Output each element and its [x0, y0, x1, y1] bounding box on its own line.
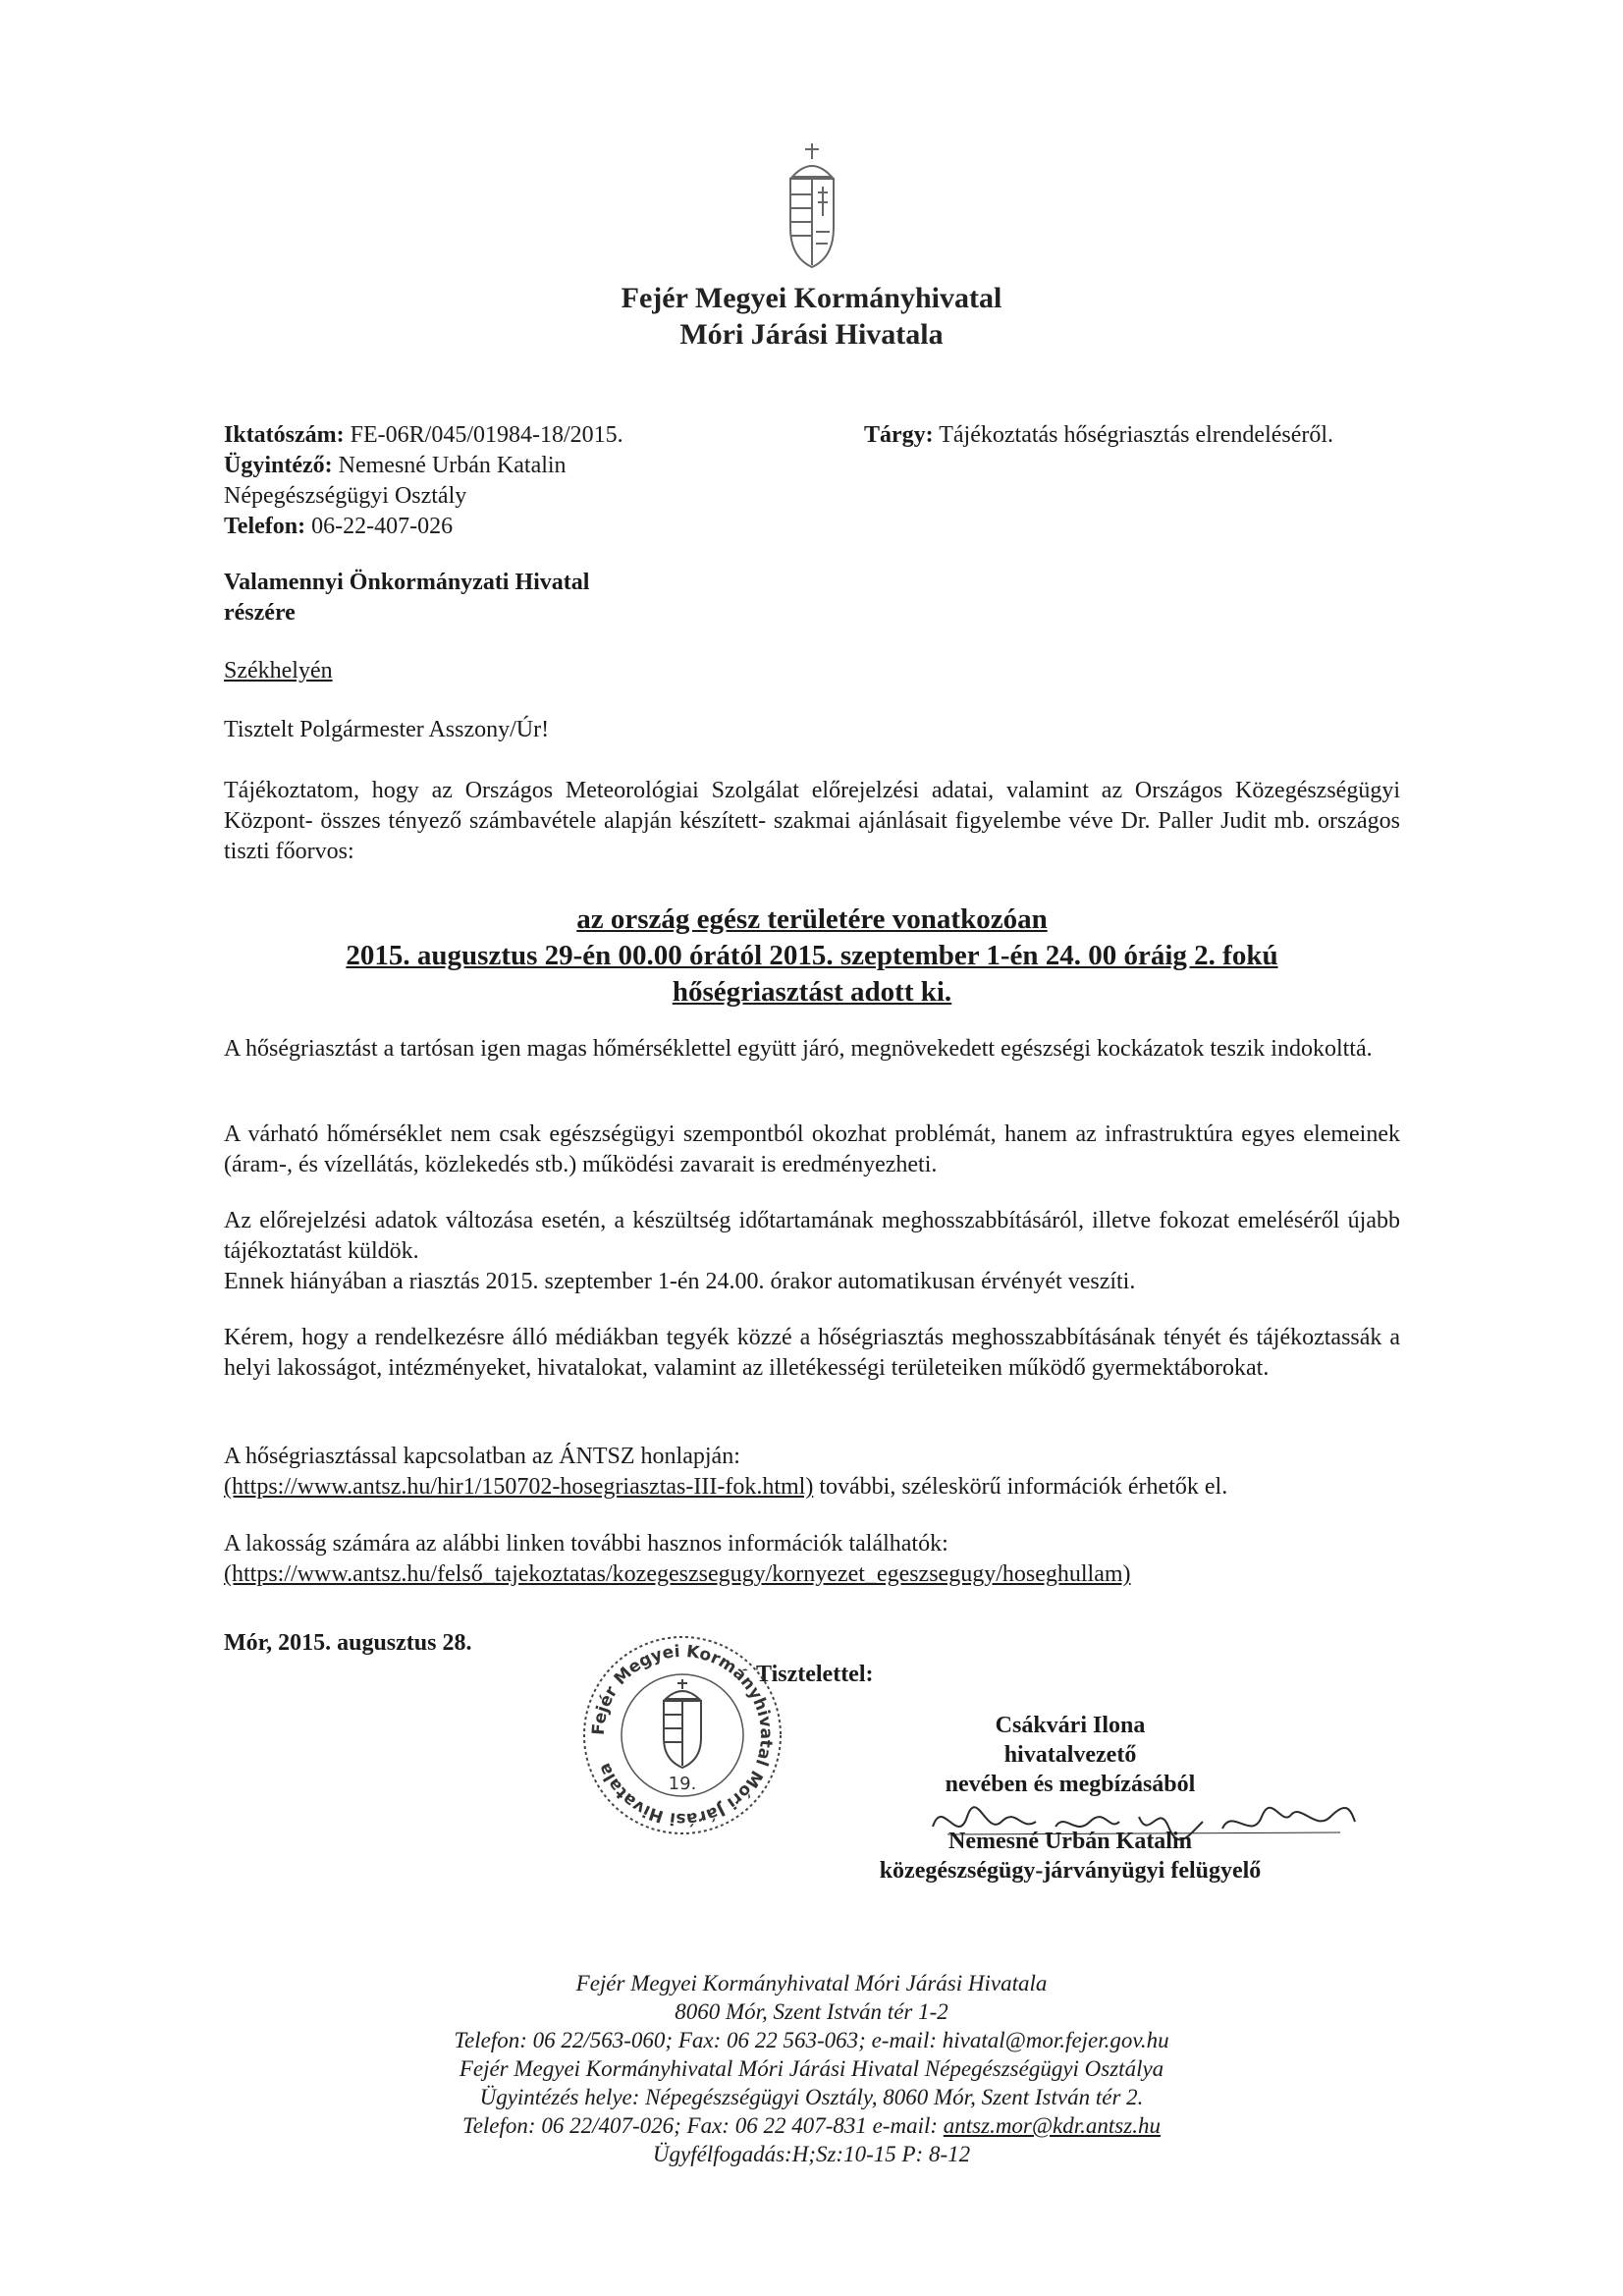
department-email-link[interactable]: antsz.mor@kdr.antsz.hu	[943, 2113, 1161, 2138]
official-stamp	[579, 1632, 785, 1838]
department: Népegészségügyi Osztály	[224, 483, 467, 509]
decision-line-3: hőségriasztást adott ki.	[672, 976, 952, 1008]
paragraph-forecast: Az előrejelzési adatok változása esetén, a készültség időtartamának meghosszabbításáról, illetve fokozat emeléséről újabb tájékoztatást küldök. Ennek hiányában a riasztás 2015. szeptember 1-én 24.00. órakor automatikusan érvényét veszíti.	[224, 1208, 1400, 1294]
footer-line-5: Ügyintézés helye: Népegészségügyi Osztály, 8060 Mór, Szent István tér 2.	[479, 2085, 1144, 2109]
paragraph-request: Kérem, hogy a rendelkezésre álló médiákban tegyék közzé a hőségriasztás meghosszabbításának tényét és tájékoztassák a helyi lakosságot, intézményeket, hivatalokat, valamint az illetékességi területeiken működő gyermektáborokat.	[224, 1325, 1400, 1381]
decision-line-2: 2015. augusztus 29-én 00.00 órától 2015. szeptember 1-én 24. 00 óráig 2. fokú	[346, 940, 1278, 971]
coat-of-arms-icon	[773, 137, 851, 275]
svg-text:Fejér Megyei Kormányhivatal Mó: Fejér Megyei Kormányhivatal Móri Járási Hivatala	[588, 1641, 777, 1830]
footer-line-7: Ügyfélfogadás:H;Sz:10-15 P: 8-12	[652, 2142, 971, 2166]
place-date: Mór, 2015. augusztus 28.	[224, 1630, 472, 1656]
footer-line-2: 8060 Mór, Szent István tér 1-2	[675, 1999, 948, 2024]
footer-line-4: Fejér Megyei Kormányhivatal Móri Járási Hivatal Népegészségügyi Osztálya	[459, 2056, 1164, 2081]
svg-text:19.: 19.	[668, 1774, 697, 1794]
addressee-place: Székhelyén	[224, 658, 333, 683]
officer-name: Nemesné Urbán Katalin	[948, 1829, 1192, 1854]
meta-block	[224, 420, 774, 542]
org-subname: Móri Járási Hivatala	[679, 318, 944, 351]
addressee: Valamennyi Önkormányzati Hivatal részére	[224, 570, 590, 626]
on-behalf-text: nevében és megbízásából	[945, 1772, 1196, 1797]
paragraph-risk: A hőségriasztást a tartósan igen magas hőmérséklettel együtt járó, megnövekedett egészségi kockázatok teszik indokolttá.	[224, 1036, 1373, 1062]
signatory-title: hivatalvezető	[1003, 1742, 1137, 1768]
reference-number: Iktatószám: FE-06R/045/01984-18/2015.	[224, 422, 623, 448]
office-email-link[interactable]: hivatal@mor.fejer.gov.hu	[942, 2028, 1169, 2052]
signatory-name: Csákvári Ilona	[995, 1713, 1146, 1738]
decision-line-1: az ország egész területére vonatkozóan	[576, 903, 1048, 935]
paragraph-antsz: A hőségriasztással kapcsolatban az ÁNTSZ honlapján: (https://www.antsz.hu/hir1/150702-hosegriasztas-III-fok.html) további, széleskörű információk érhetők el.	[224, 1444, 1228, 1500]
officer-title: közegészségügy-járványügyi felügyelő	[879, 1858, 1262, 1884]
stamp-crest-icon	[664, 1679, 701, 1768]
paragraph-public-info: A lakosság számára az alábbi linken további hasznos információk találhatók: (https://www.antsz.hu/felső_tajekoztatas/kozegeszsegugy/kornyezet_egeszsegugy/hoseghullam)	[224, 1529, 1400, 1590]
footer-line-6: Telefon: 06 22/407-026; Fax: 06 22 407-831 e-mail: antsz.mor@kdr.antsz.hu	[462, 2113, 1161, 2138]
heatwave-info-link[interactable]: (https://www.antsz.hu/felső_tajekoztatas/kozegeszsegugy/kornyezet_egeszsegugy/hoseghullam)	[224, 1561, 1131, 1587]
salutation: Tisztelt Polgármester Asszony/Úr!	[224, 717, 550, 742]
phone: Telefon: 06-22-407-026	[224, 514, 454, 539]
case-officer: Ügyintéző: Nemesné Urbán Katalin	[224, 453, 567, 478]
subject: Tárgy: Tájékoztatás hőségriasztás elrendeléséről.	[864, 422, 1334, 448]
paragraph-infrastructure: A várható hőmérséklet nem csak egészségügyi szempontból okozhat problémát, hanem az infrastruktúra egyes elemeinek (áram-, és vízellátás, közlekedés stb.) működési zavarait is eredményezheti.	[224, 1121, 1400, 1177]
regards: Tisztelettel:	[756, 1662, 874, 1687]
footer-line-3: Telefon: 06 22/563-060; Fax: 06 22 563-063; e-mail: hivatal@mor.fejer.gov.hu	[454, 2028, 1169, 2052]
intro-paragraph: Tájékoztatom, hogy az Országos Meteorológiai Szolgálat előrejelzési adatai, valamint az Országos Közegészségügyi Központ- összes tényező számbavétele alapján készített- szakmai ajánlásait figyelembe véve Dr. Paller Judit mb. országos tiszti főorvos:	[224, 778, 1400, 864]
footer-line-1: Fejér Megyei Kormányhivatal Móri Járási Hivatala	[575, 1971, 1048, 1995]
antsz-heat-alert-link[interactable]: (https://www.antsz.hu/hir1/150702-hosegriasztas-III-fok.html)	[224, 1474, 814, 1500]
org-name: Fejér Megyei Kormányhivatal	[621, 282, 1002, 314]
